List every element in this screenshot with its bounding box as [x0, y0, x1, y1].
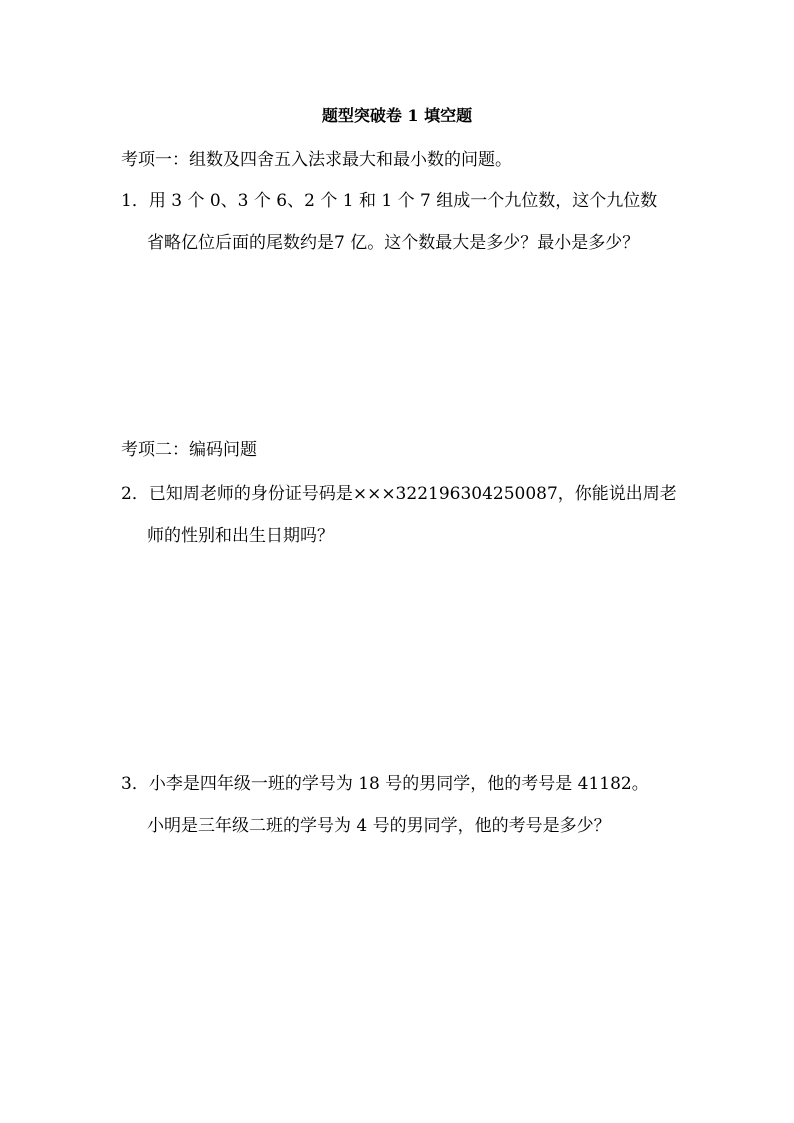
section-heading: 考项一：组数及四舍五入法求最大和最小数的问题。	[121, 150, 512, 170]
question-number: 2．	[121, 484, 149, 504]
question-1	[121, 188, 657, 214]
question-3	[121, 771, 649, 797]
question-text-line: 师的性别和出生日期吗？	[147, 526, 334, 546]
section-heading: 考项二：编码问题	[121, 440, 257, 460]
question-text-line: 小李是四年级一班的学号为 18 号的男同学，他的考号是 41182。	[148, 774, 649, 794]
question-number: 1．	[121, 191, 149, 211]
question-text-line: 省略亿位后面的尾数约是7 亿。这个数最大是多少？最小是多少？	[147, 233, 640, 253]
question-number: 3．	[121, 774, 149, 794]
question-text-line: 用 3 个 0、3 个 6、2 个 1 和 1 个 7 组成一个九位数，这个九位数	[148, 191, 658, 211]
question-text-line: 已知周老师的身份证号码是×××322196304250087，你能说出周老	[148, 484, 677, 504]
question-2	[121, 481, 677, 507]
question-text-line: 小明是三年级二班的学号为 4 号的男同学，他的考号是多少？	[147, 816, 611, 836]
page-title: 题型突破卷 1 填空题	[321, 106, 473, 125]
